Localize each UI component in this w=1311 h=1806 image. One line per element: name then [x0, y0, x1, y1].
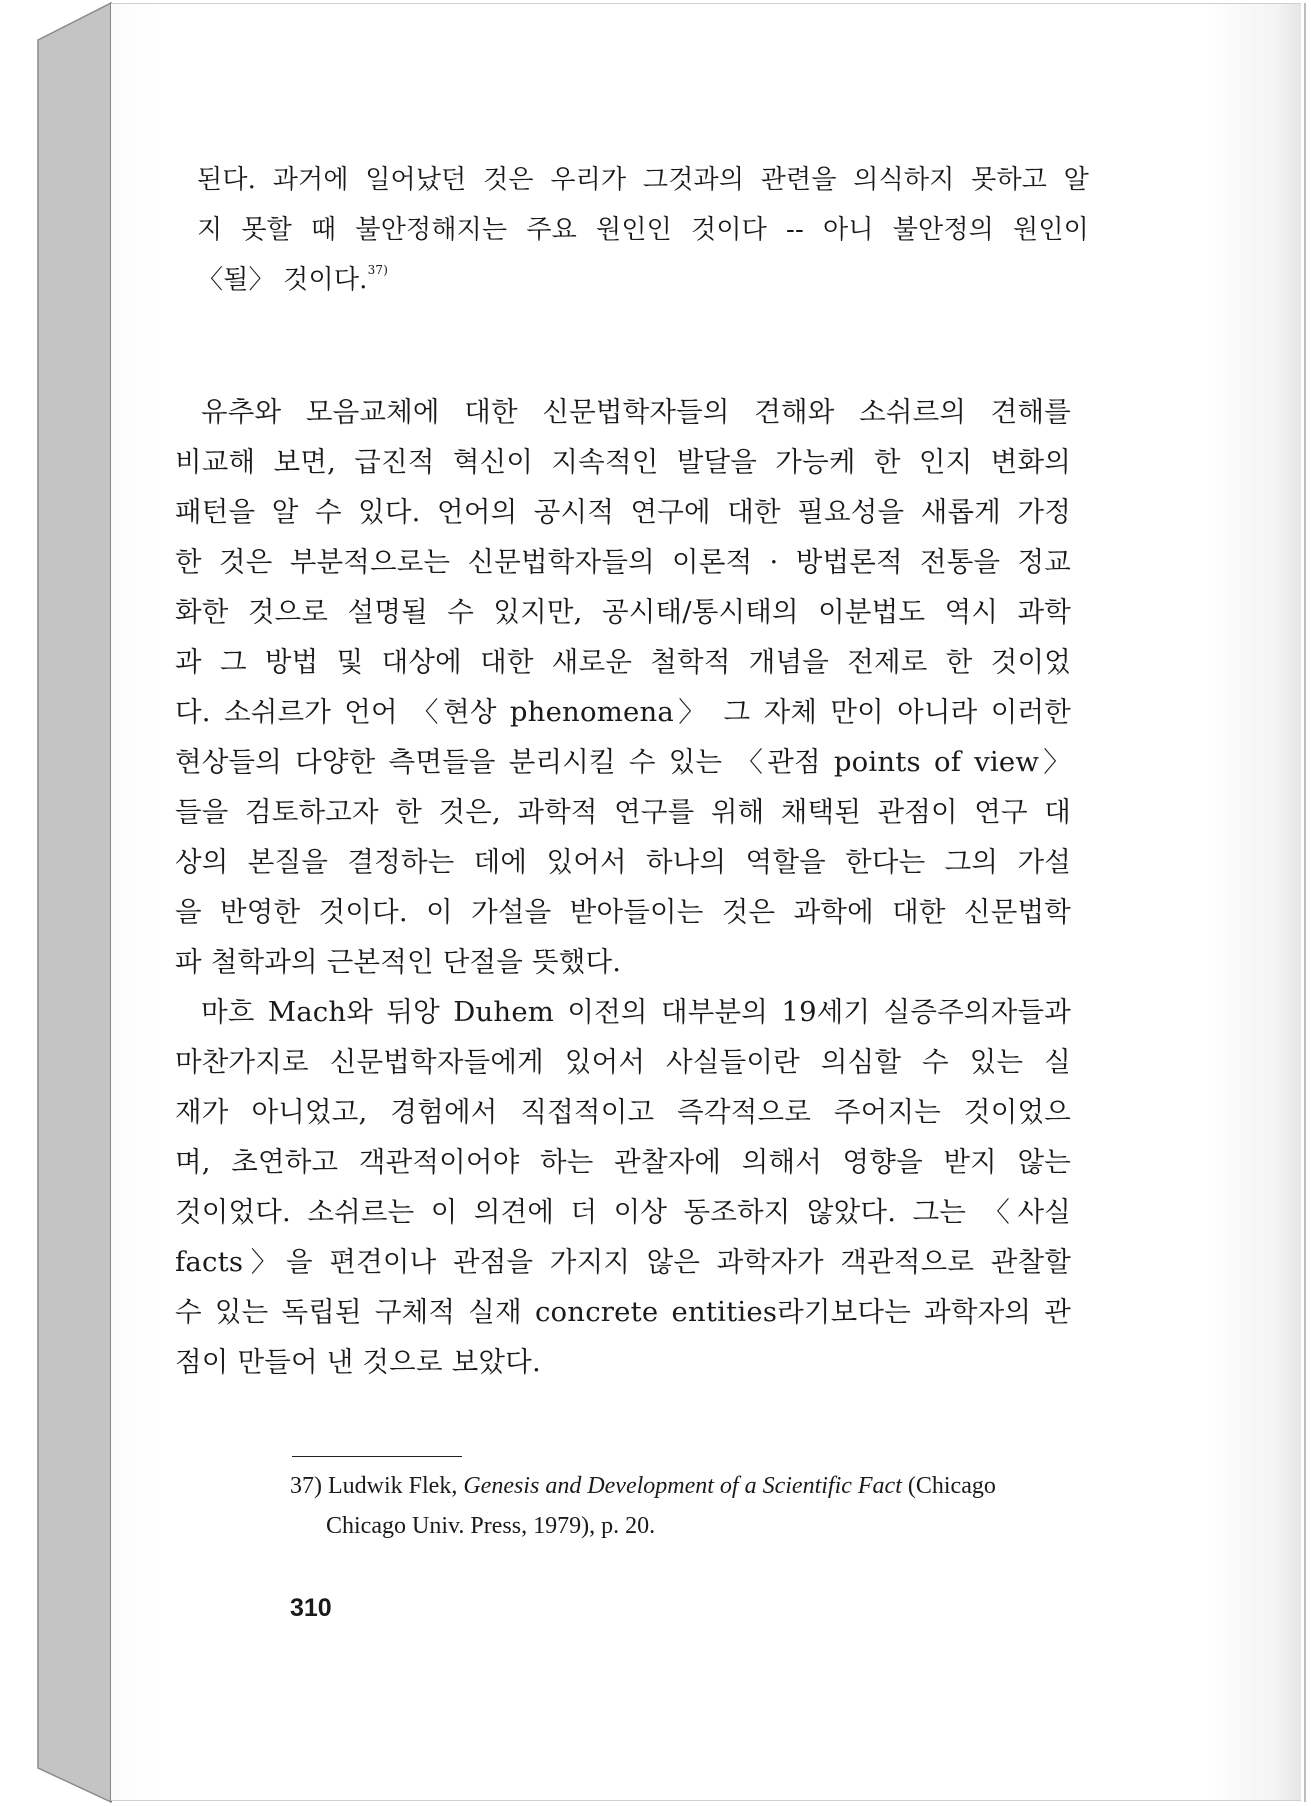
paragraph-line: 비교해 보면, 급진적 혁신이 지속적인 발달을 가능케 한 인지 변화의 — [175, 446, 1071, 478]
footnote-publisher-start: (Chicago — [907, 1473, 996, 1499]
page-body-text — [175, 155, 1185, 1387]
footnote-divider — [292, 1456, 462, 1457]
footnote-title: Genesis and Development of a Scientific Fact — [463, 1473, 902, 1499]
paragraph-line: 들을 검토하고자 한 것은, 과학적 연구를 위해 채택된 관점이 연구 대 — [175, 796, 1071, 828]
paragraph-line: 화한 것으로 설명될 수 있지만, 공시태/통시태의 이분법도 역시 과학 — [175, 596, 1071, 628]
paragraph-line: 마흐 Mach와 뒤앙 Duhem 이전의 대부분의 19세기 실증주의자들과 — [201, 996, 1071, 1028]
paragraph-line: 한 것은 부분적으로는 신문법학자들의 이론적 · 방법론적 전통을 정교 — [175, 546, 1071, 578]
section-gap — [175, 305, 1185, 387]
quote-line: 된다. 과거에 일어났던 것은 우리가 그것과의 관련을 의식하지 못하고 알 — [197, 165, 1089, 195]
paragraph-line: 을 반영한 것이다. 이 가설을 받아들이는 것은 과학에 대한 신문법학 — [175, 896, 1071, 928]
paragraph-line: 것이었다. 소쉬르는 이 의견에 더 이상 동조하지 않았다. 그는 〈사실 — [175, 1196, 1071, 1228]
footnote-author: Ludwik Flek, — [328, 1473, 458, 1499]
paragraph-line: 며, 초연하고 객관적이어야 하는 관찰자에 의해서 영향을 받지 않는 — [175, 1146, 1071, 1178]
paragraph-line: 상의 본질을 결정하는 데에 있어서 하나의 역할을 한다는 그의 가설 — [175, 846, 1071, 878]
paragraph-line: 현상들의 다양한 측면들을 분리시킬 수 있는 〈관점 points of view〉 — [175, 746, 1071, 778]
paragraph-line: facts〉을 편견이나 관점을 가지지 않은 과학자가 객관적으로 관찰할 — [175, 1246, 1071, 1278]
quote-line: 지 못할 때 불안정해지는 주요 원인인 것이다 -- 아니 불안정의 원인이 — [197, 215, 1089, 245]
footnote-line-1 — [290, 1466, 1190, 1506]
paragraph-line: 패턴을 알 수 있다. 언어의 공시적 연구에 대한 필요성을 새롭게 가정 — [175, 496, 1071, 528]
footnote — [290, 1466, 1190, 1546]
paragraph-2 — [175, 987, 1071, 1387]
footnote-number: 37) — [290, 1473, 322, 1499]
paragraph-line: 점이 만들어 낸 것으로 보았다. — [175, 1346, 541, 1378]
paragraph-line: 유추와 모음교체에 대한 신문법학자들의 견해와 소쉬르의 견해를 — [201, 396, 1071, 428]
paragraph-line: 파 철학과의 근본적인 단절을 뜻했다. — [175, 946, 622, 978]
paragraph-line: 과 그 방법 및 대상에 대한 새로운 철학적 개념을 전제로 한 것이었 — [175, 646, 1071, 678]
footnote-line-2: Chicago Univ. Press, 1979), p. 20. — [326, 1513, 656, 1539]
paragraph-line: 수 있는 독립된 구체적 실재 concrete entities라기보다는 과학자의 관 — [175, 1296, 1071, 1328]
paragraph-1 — [175, 387, 1071, 987]
paragraph-line: 재가 아니었고, 경험에서 직접적이고 즉각적으로 주어지는 것이었으 — [175, 1096, 1071, 1128]
quote-line-text: 〈될〉 것이다. — [197, 265, 368, 295]
paragraph-line: 다. 소쉬르가 언어 〈현상 phenomena〉 그 자체 만이 아니라 이러한 — [175, 696, 1071, 728]
block-quote — [197, 155, 1089, 305]
footnote-reference: 37) — [367, 263, 389, 277]
quote-line-with-ref — [197, 255, 1089, 305]
page-number: 310 — [290, 1594, 332, 1622]
paragraph-line: 마찬가지로 신문법학자들에게 있어서 사실들이란 의심할 수 있는 실 — [175, 1046, 1071, 1078]
